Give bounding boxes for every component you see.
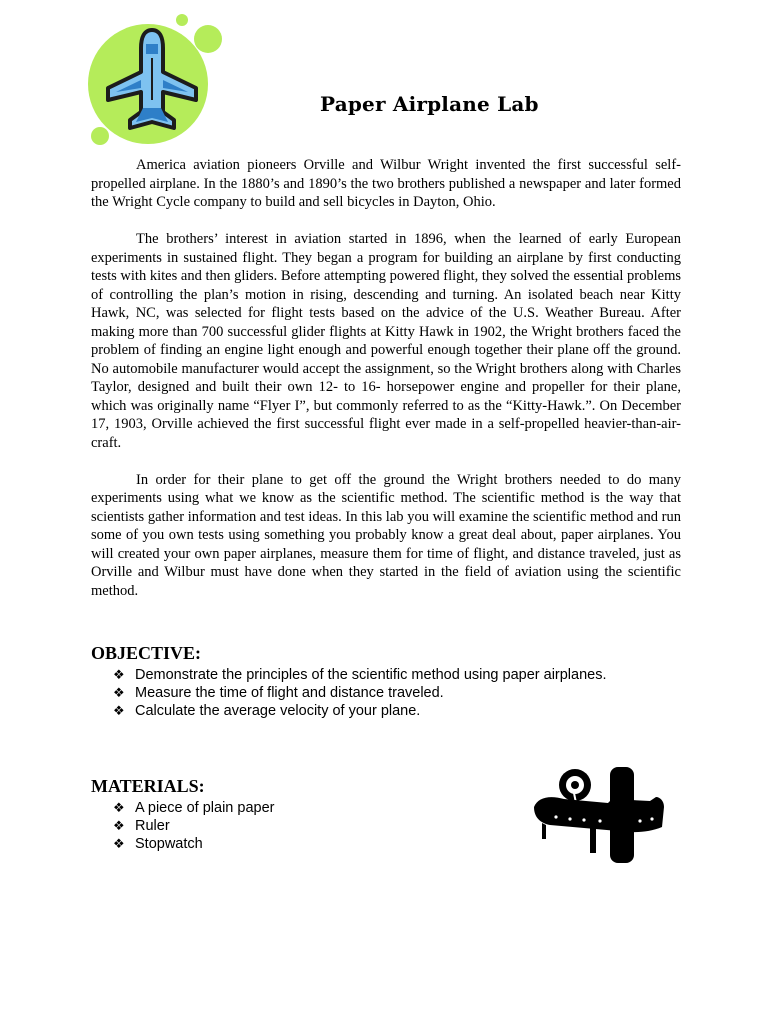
biplane-clipart-icon xyxy=(530,763,672,865)
materials-item-text: A piece of plain paper xyxy=(135,800,275,816)
diamond-bullet-icon: ❖ xyxy=(113,800,125,815)
diamond-bullet-icon: ❖ xyxy=(113,836,125,851)
materials-item-text: Ruler xyxy=(135,818,170,834)
page-title: Paper Airplane Lab xyxy=(320,92,539,116)
materials-item xyxy=(113,799,274,817)
objective-section xyxy=(91,643,607,720)
paragraph-scientific-method: In order for their plane to get off the ground the Wright brothers needed to do many experiments using what we know as the scientific method. The scientific method is the way that scientists gather information and test ideas. In this lab you will examine the scientific method and run some of you own tests using something you probably know a great deal about, paper airplanes. You will created your own paper airplanes, measure them for time of flight, and distance traveled, just as Orville and Wilbur must have done when they started in the field of aviation using the scientific method. xyxy=(91,471,681,599)
diamond-bullet-icon: ❖ xyxy=(113,685,125,700)
materials-section xyxy=(91,776,274,853)
objective-item-text: Measure the time of flight and distance traveled. xyxy=(135,685,444,701)
materials-item xyxy=(113,817,274,835)
objective-item xyxy=(113,684,607,702)
objective-heading: OBJECTIVE: xyxy=(91,643,202,663)
materials-list xyxy=(91,799,274,853)
diamond-bullet-icon: ❖ xyxy=(113,703,125,718)
diamond-bullet-icon: ❖ xyxy=(113,818,125,833)
paragraph-history: America aviation pioneers Orville and Wilbur Wright invented the first successful self-propelled airplane. In the 1880’s and 1890’s the two brothers published a newspaper and later formed the Wright Cycle company to build and sell bicycles in Dayton, Ohio. xyxy=(91,157,681,210)
intro-text xyxy=(91,156,681,619)
objective-item xyxy=(113,666,607,684)
objective-item-text: Calculate the average velocity of your plane. xyxy=(135,703,421,719)
airplane-logo-icon xyxy=(86,8,226,150)
materials-item xyxy=(113,835,274,853)
diamond-bullet-icon: ❖ xyxy=(113,667,125,682)
materials-heading: MATERIALS: xyxy=(91,776,205,796)
paragraph-aviation: The brothers’ interest in aviation started in 1896, when the learned of early European experiments in sustained flight. They began a program for building an airplane by first conducting tests with kites and then gliders. Before attempting powered flight, they solved the essential problems of controlling the plan’s motion in rising, descending and turning. An isolated beach near Kitty Hawk, NC, was selected for flight tests based on the advice of the U.S. Weather Bureau. After making more than 700 successful glider flights at Kitty Hawk in 1902, the Wright brothers faced the problem of finding an engine light enough and powerful enough together their plane off the ground. No automobile manufacturer would accept the assignment, so the Wright brothers along with Charles Taylor, designed and built their own 12- to 16- horsepower engine and propeller for their plane, which was originally name “Flyer I”, but commonly referred to as the “Kitty-Hawk.”. On December 17, 1903, Orville achieved the first successful flight ever made in a self-propelled heavier-than-air-craft. xyxy=(91,231,681,451)
objective-item xyxy=(113,702,607,720)
objective-list xyxy=(91,666,607,720)
objective-item-text: Demonstrate the principles of the scientific method using paper airplanes. xyxy=(135,667,607,683)
materials-item-text: Stopwatch xyxy=(135,836,203,852)
